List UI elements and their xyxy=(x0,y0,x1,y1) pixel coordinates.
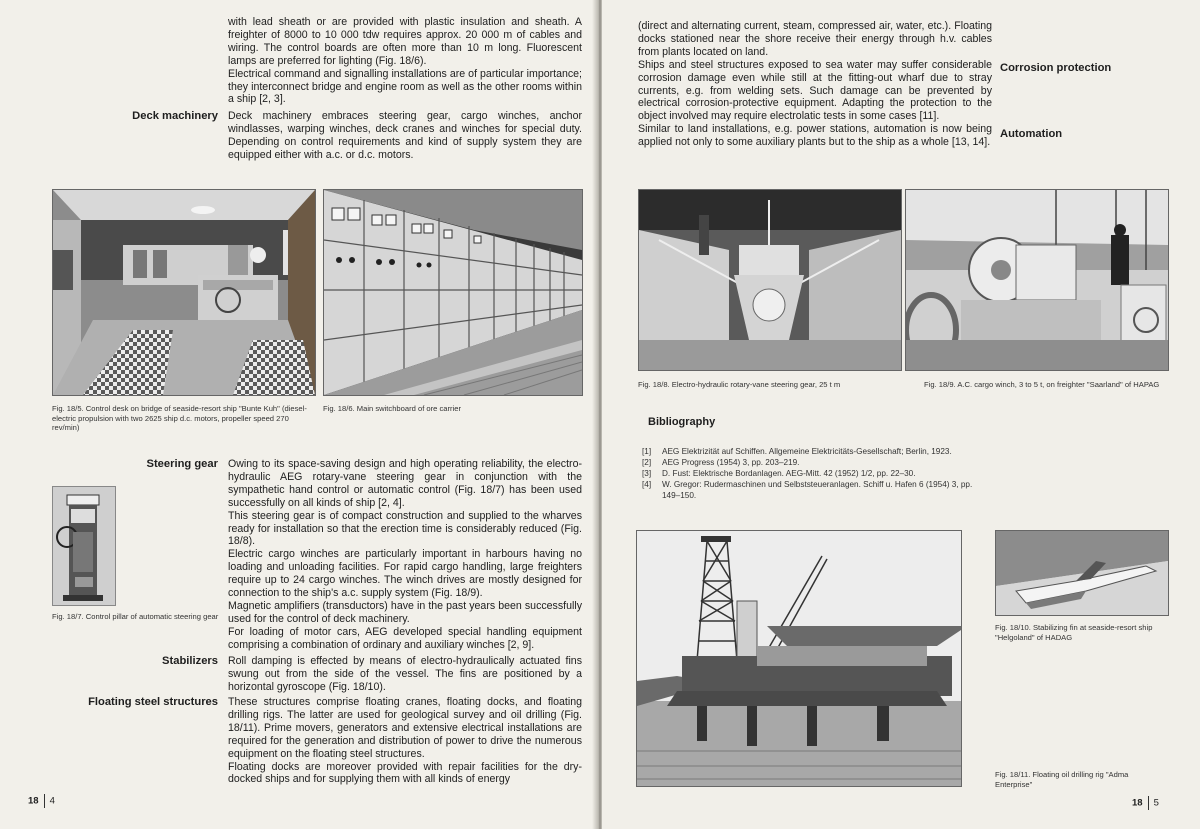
bibliography-item: [1] AEG Elektrizität auf Schiffen. Allgemeine Elektricitäts-Gesellschaft; Berlin, 1923. xyxy=(642,447,952,456)
floating-structures-heading: Floating steel structures xyxy=(88,696,218,708)
floating-structures-text xyxy=(228,696,582,786)
steering-paragraph: Magnetic amplifiers (transductors) have in the past years been successfully used for the control of deck machinery. xyxy=(228,599,582,625)
fig11-caption: Fig. 18/11. Floating oil drilling rig "Adma Enterprise" xyxy=(995,770,1129,789)
fig10-caption: Fig. 18/10. Stabilizing fin at seaside-resort ship "Helgoland" of HADAG xyxy=(995,623,1153,642)
bibliography-list xyxy=(642,446,992,501)
automation-heading: Automation xyxy=(1000,128,1063,140)
right-page-number xyxy=(1132,796,1159,810)
stabilizers-heading: Stabilizers xyxy=(162,655,218,667)
page-number: 4 xyxy=(49,795,55,807)
steering-gear-photo xyxy=(638,189,902,371)
page-number: 5 xyxy=(1153,797,1159,809)
bridge-control-desk-photo xyxy=(52,189,316,396)
steering-gear-heading: Steering gear xyxy=(146,458,218,470)
intro-paragraph: with lead sheath or are provided with plastic insulation and sheath. A freighter of 8000 to 10 000 tdw requires approx. 20 000 m of cables and wiring. The control boards are often more than 10 m long. Fluorescent lamps are preferred for lighting (Fig. 18/6). xyxy=(228,16,582,67)
chapter-number: 18 xyxy=(1132,797,1143,809)
bibliography-title: Bibliography xyxy=(648,416,716,428)
fig7-caption: Fig. 18/7. Control pillar of automatic steering gear xyxy=(52,612,219,621)
intro-text xyxy=(228,16,582,106)
main-switchboard-photo xyxy=(323,189,583,396)
left-page xyxy=(0,0,598,829)
deck-machinery-text: Deck machinery embraces steering gear, cargo winches, anchor windlasses, warping winches, deck cranes and winches for special duty. Depending on control requirements and kind of supply system they are equipped either with a.c. or d.c. motors. xyxy=(228,110,582,161)
drilling-rig-photo xyxy=(636,530,962,787)
fig8-caption: Fig. 18/8. Electro-hydraulic rotary-vane steering gear, 25 t m xyxy=(638,380,841,389)
stabilizing-fin-photo xyxy=(995,530,1169,616)
chapter-number: 18 xyxy=(28,795,39,807)
right-top-text xyxy=(638,20,992,149)
automation-paragraph: Similar to land installations, e.g. power stations, automation is now being applied not only to some auxiliary plants but to the ship as a whole [13, 14]. xyxy=(638,123,992,149)
steering-gear-text xyxy=(228,458,582,652)
bibliography-item: [3] D. Fust: Elektrische Bordanlagen. AEG-Mitt. 42 (1952) 1/2, pp. 22–30. xyxy=(642,469,916,478)
fig5-caption: Fig. 18/5. Control desk on bridge of seaside-resort ship "Bunte Kuh" (diesel-electric propulsion with two 2625 ship d.c. motors, propeller speed 270 rev/min) xyxy=(52,404,307,433)
intro-paragraph: Electrical command and signalling installations are of particular importance; they interconnect bridge and engine room as well as the other rooms within a ship [2, 3]. xyxy=(228,67,582,106)
steering-paragraph: Electric cargo winches are particularly important in harbours having no loading and unloading facilities. For rapid cargo handling, large freighters require up to 24 cargo winches. The winch drives are mostly designed for connection to the ship's a.c. supply system (Fig. 18/9). xyxy=(228,548,582,600)
cargo-winch-photo xyxy=(905,189,1169,371)
bibliography-item: [2] AEG Progress (1954) 3, pp. 203–219. xyxy=(642,458,800,467)
control-pillar-photo xyxy=(52,486,116,606)
floating-paragraph: These structures comprise floating cranes, floating docks, and floating drilling rigs. The latter are used for geological survey and oil drilling (Fig. 18/11). Prime movers, generators and extensive electrical installations are required for the generation and distribution of power to drive the numerous equipment on the floating steel structures. xyxy=(228,696,582,760)
bibliography-item: [4] W. Gregor: Rudermaschinen und Selbststeueranlagen. Schiff u. Hafen 6 (1954) 3, pp. 149–150. xyxy=(642,480,973,500)
floating-paragraph: Floating docks are moreover provided with repair facilities for the dry-docked ships and for supplying them with all kinds of energy xyxy=(228,760,582,786)
right-paragraph: (direct and alternating current, steam, compressed air, water, etc.). Floating docks stationed near the shore receive their energy through h.v. cables from plants located on land. xyxy=(638,20,992,58)
steering-paragraph: This steering gear is of compact construction and supplied to the wharves ready for installation so that the erection time is considerably reduced (Fig. 18/8). xyxy=(228,509,582,548)
fig9-caption: Fig. 18/9. A.C. cargo winch, 3 to 5 t, on freighter "Saarland" of HAPAG xyxy=(924,380,1160,389)
corrosion-heading: Corrosion protection xyxy=(1000,62,1112,74)
right-page xyxy=(602,0,1200,829)
steering-paragraph: Owing to its space-saving design and high operating reliability, the electro-hydraulic AEG rotary-vane steering gear in conjunction with the sympathetic hand control or automatic control (Fig. 18/7) has been used successfully on all kinds of ship [2, 4]. xyxy=(228,458,582,509)
deck-machinery-heading: Deck machinery xyxy=(132,110,218,122)
steering-paragraph: For loading of motor cars, AEG developed special handling equipment comprising a combination of ordinary and auxiliary winches [2, 9]. xyxy=(228,625,582,651)
stabilizers-text: Roll damping is effected by means of electro-hydraulically actuated fins swung out from the side of the vessel. The fins are positioned by a horizontal gyroscope (Fig. 18/10). xyxy=(228,655,582,693)
left-page-number xyxy=(28,794,55,808)
fig6-caption: Fig. 18/6. Main switchboard of ore carrier xyxy=(323,404,462,413)
corrosion-paragraph: Ships and steel structures exposed to sea water may suffer considerable corrosion damage even while still at the fitting-out wharf due to stray currents, e.g. from welding sets. Such damage can be prevented by electrical corrosion-protective equipment. Adapting the protection to the object involved may require electrolatic tests in some cases [11]. xyxy=(638,58,992,123)
